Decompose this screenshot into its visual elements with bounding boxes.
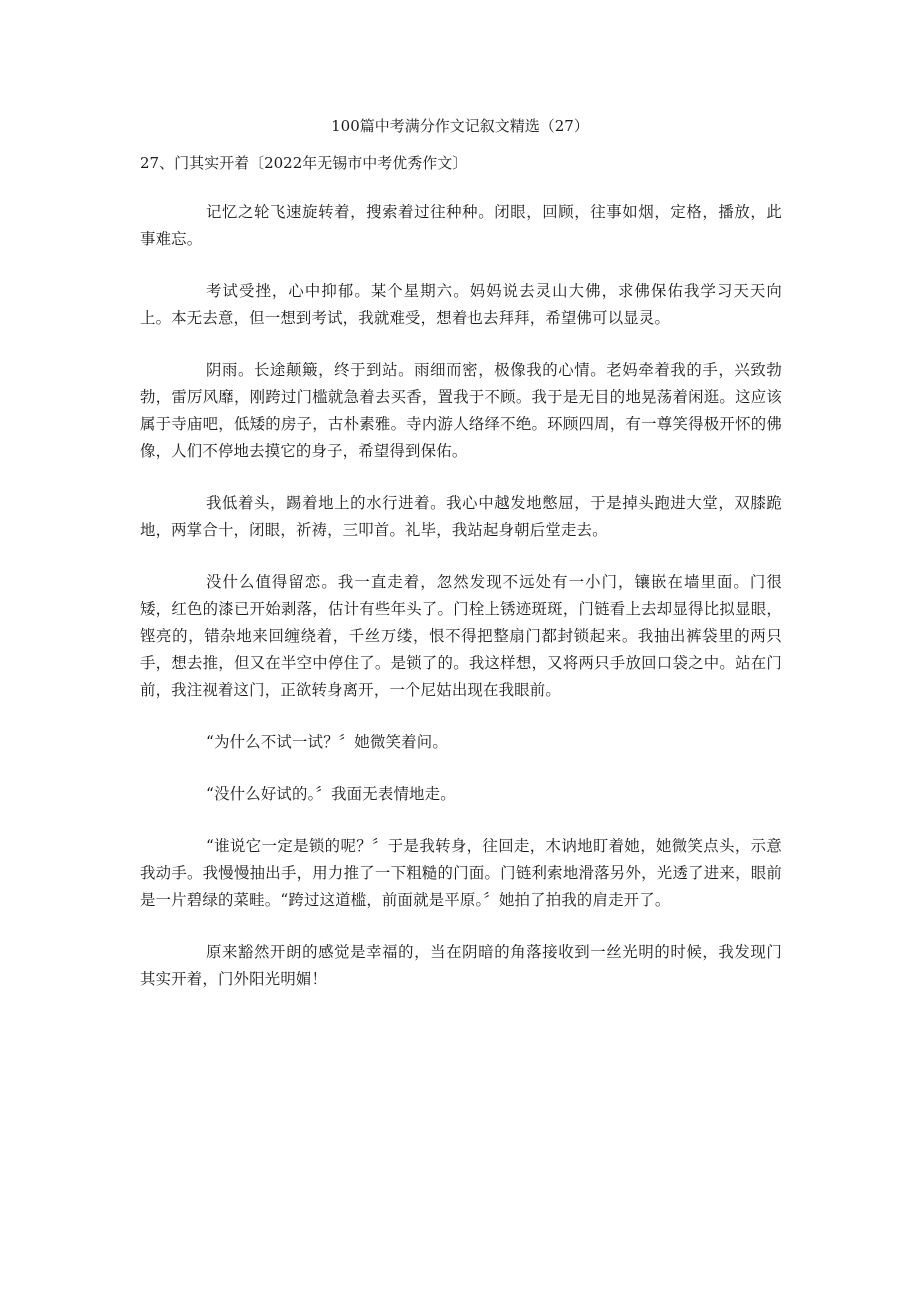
paragraph: 记忆之轮飞速旋转着，搜索着过往种种。闭眼，回顾，往事如烟，定格，播放，此事难忘。 [140,203,782,248]
essay-body [140,199,782,1018]
paragraph: 阴雨。长途颠簸，终于到站。雨细而密，极像我的心情。老妈牵着我的手，兴致勃勃，雷厉风靡，刚跨过门槛就急着去买香，置我于不顾。我于是无目的地晃荡着闲逛。这应该属于寺庙吧，低矮的房子，古朴素雅。寺内游人络绎不绝。环顾四周，有一尊笑得极开怀的佛像，人们不停地去摸它的身子，希望得到保佑。 [140,361,782,460]
paragraph: 原来豁然开朗的感觉是幸福的，当在阴暗的角落接收到一丝光明的时候，我发现门其实开着，门外阳光明媚！ [140,943,782,988]
paragraph: 我低着头，踢着地上的水行进着。我心中越发地憋屈，于是掉头跑进大堂，双膝跪地，两掌合十，闭眼，祈祷，三叩首。礼毕，我站起身朝后堂走去。 [140,494,782,539]
paragraph: 考试受挫，心中抑郁。某个星期六。妈妈说去灵山大佛，求佛保佑我学习天天向上。本无去意，但一想到考试，我就难受，想着也去拜拜，希望佛可以显灵。 [140,282,782,327]
paragraph: “没什么好试的。〞我面无表情地走。 [206,785,456,803]
document-title: 100篇中考满分作文记叙文精选（27） [331,117,589,135]
paragraph: 没什么值得留恋。我一直走着，忽然发现不远处有一小门，镶嵌在墙里面。门很矮，红色的漆已开始剥落，估计有些年头了。门栓上锈迹斑斑，门链看上去却显得比拟显眼，铿亮的，错杂地来回缠绕着，千丝万缕，恨不得把整扇门都封锁起来。我抽出裤袋里的两只手，想去推，但又在半空中停住了。是锁了的。我这样想，又将两只手放回口袋之中。站在门前，我注视着这门，正欲转身离开，一个尼姑出现在我眼前。 [140,573,782,699]
paragraph: “谁说它一定是锁的呢？〞于是我转身，往回走，木讷地盯着她，她微笑点头，示意我动手。我慢慢抽出手，用力推了一下粗糙的门面。门链利索地滑落另外，光透了进来，眼前是一片碧绿的菜畦。“跨过这道槛，前面就是平原。〞她拍了拍我的肩走开了。 [140,837,782,909]
essay-heading: 27、门其实开着〔2022年无锡市中考优秀作文〕 [140,154,468,172]
paragraph: “为什么不试一试？〞她微笑着问。 [206,733,448,751]
